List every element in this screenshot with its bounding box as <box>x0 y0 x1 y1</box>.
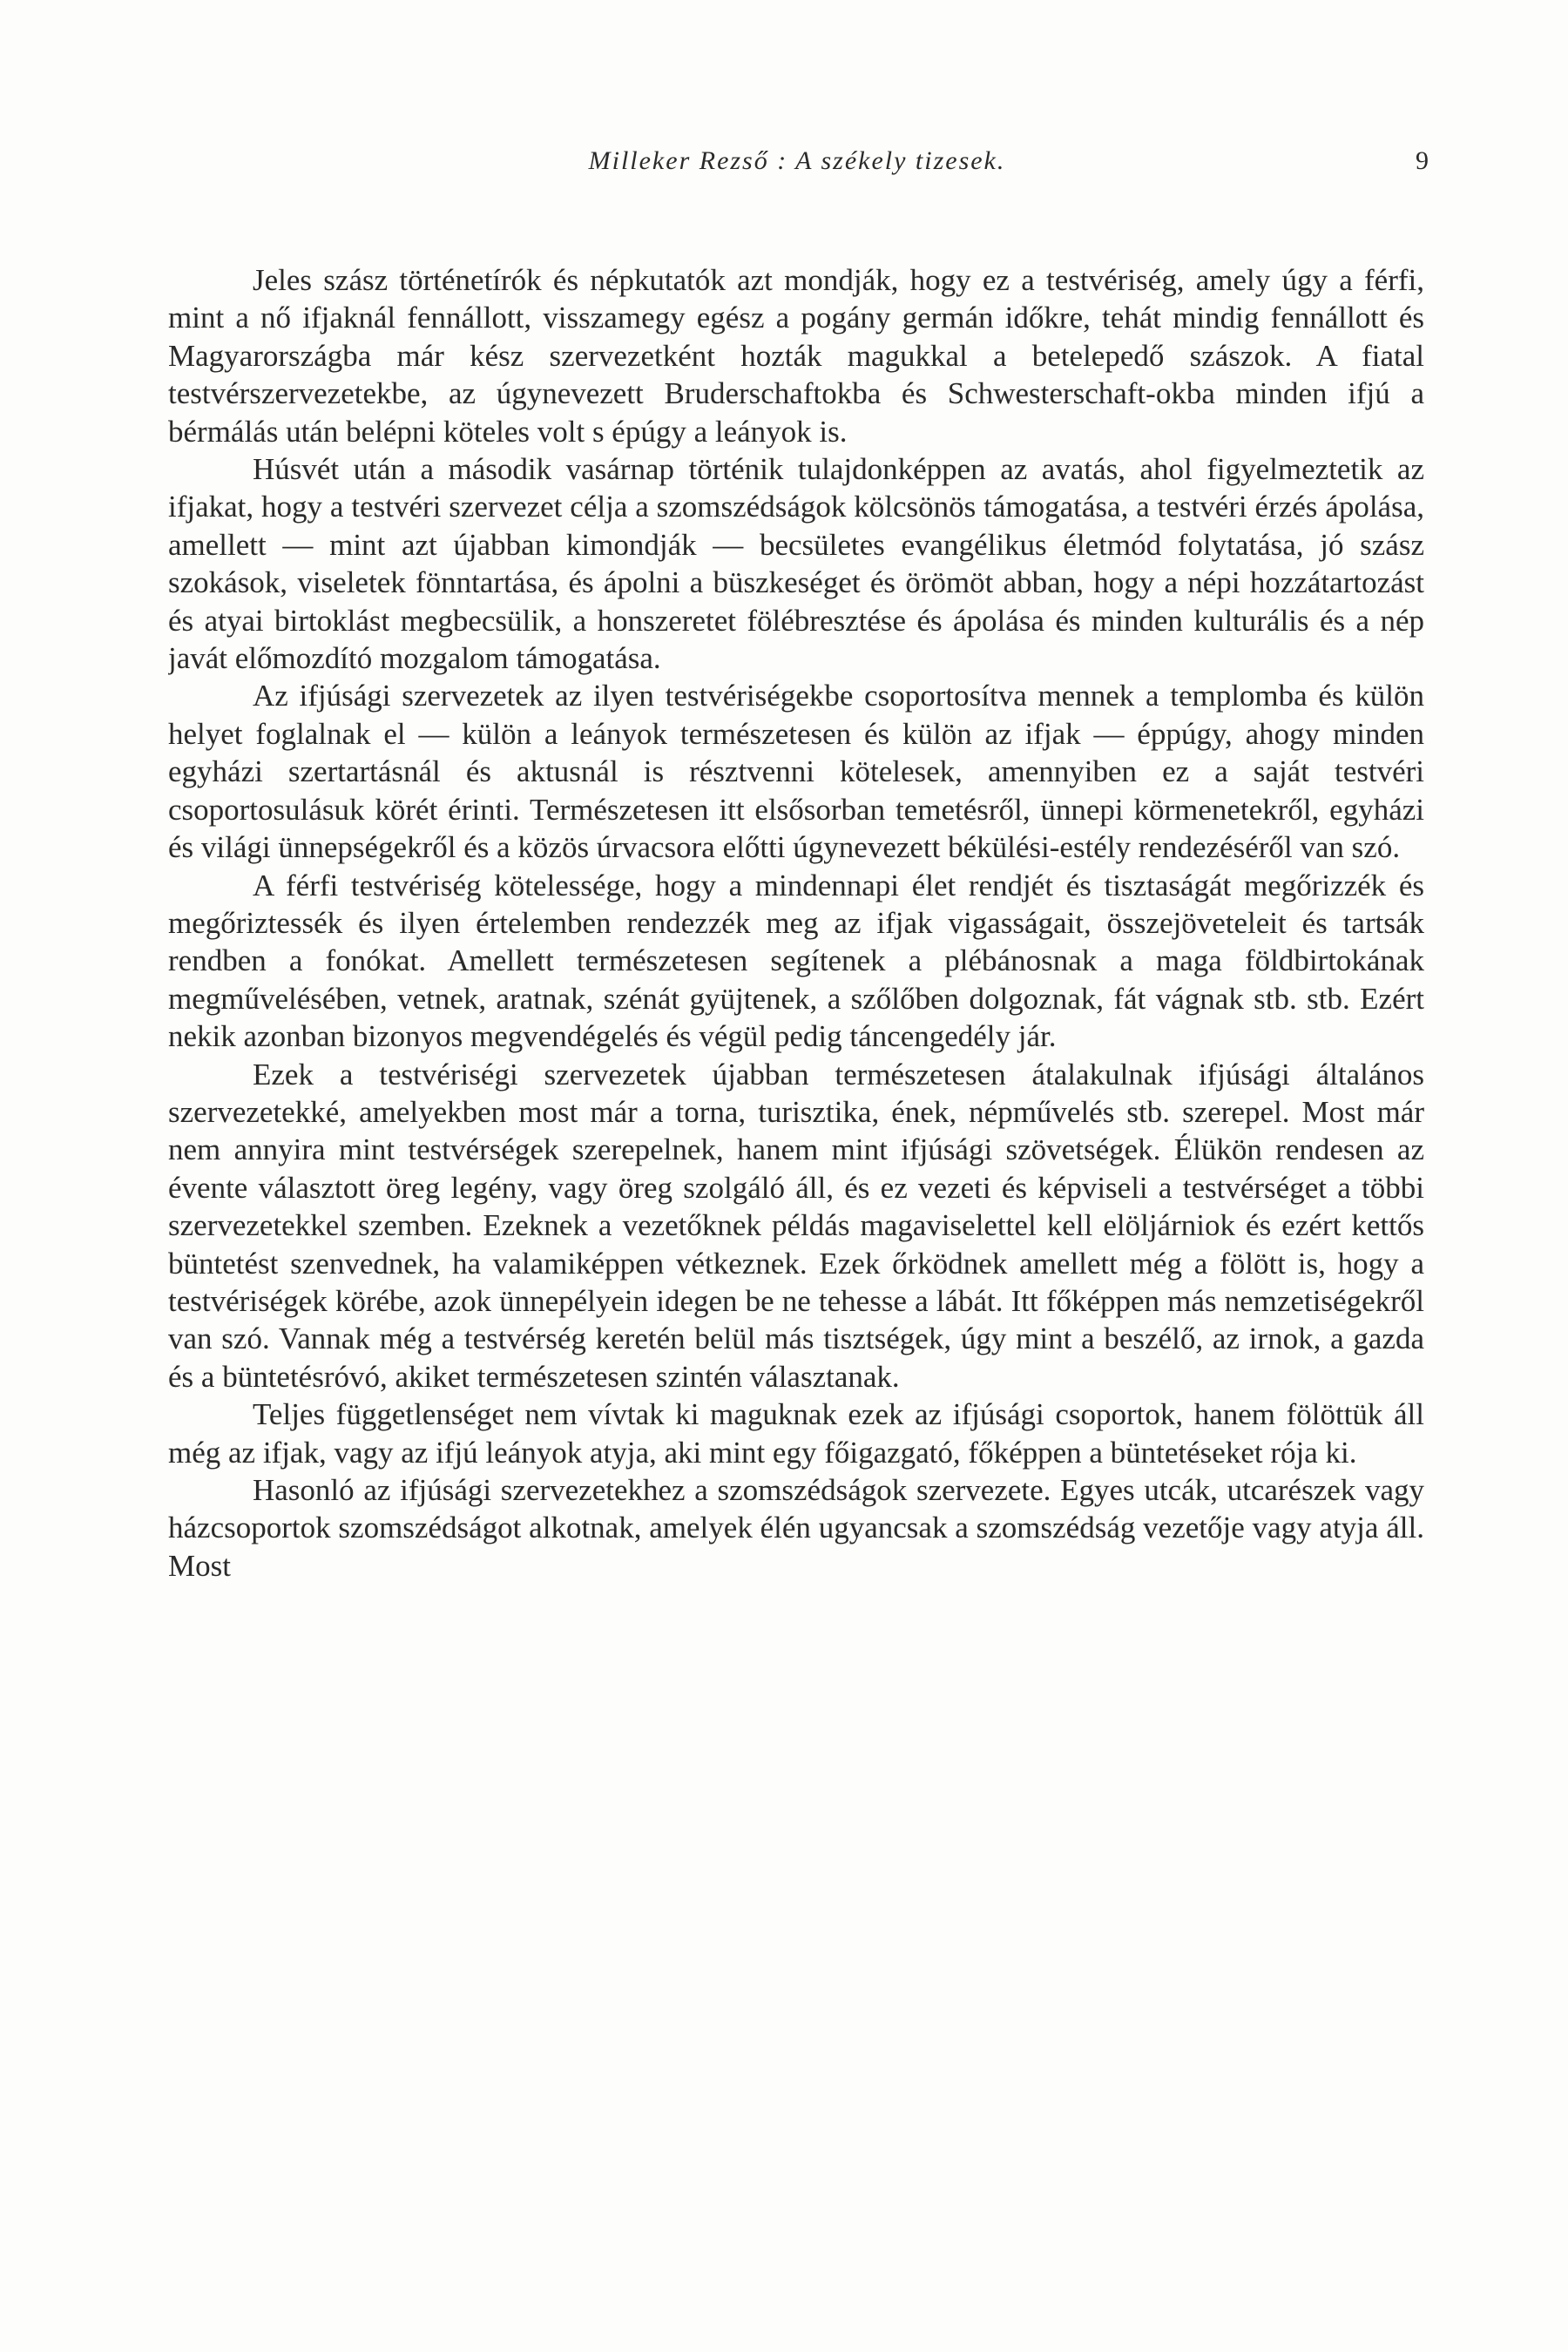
paragraph-1: Jeles szász történetírók és népkutatók azt mondják, hogy ez a testvériség, amely úgy a férfi, mint a nő ifjaknál fennállott, visszamegy egész a pogány germán időkre, tehát mindig fennállott és Magyarországba már kész szervezetként hozták magukkal a betelepedő szászok. A fiatal testvérszervezetekbe, az úgynevezett Bruderschaftokba és Schwesterschaft-okba minden ifjú a bérmálás után belépni köteles volt s épúgy a leányok is. <box>168 263 1424 449</box>
running-title: Milleker Rezső : A székely tizesek. <box>588 146 1006 175</box>
running-header <box>166 146 1429 181</box>
body-text <box>168 261 1424 2300</box>
paragraph-4: A férfi testvériség kötelessége, hogy a mindennapi élet rendjét és tisztaságát megőrizzék és megőriztessék és ilyen értelemben rendezzék meg az ifjak vigasságait, összejöveteleit és tartsák rendben a fonókat. Amellett természetesen segítenek a plébánosnak a maga földbirtokának megművelésében, vetnek, aratnak, szénát gyüjtenek, a szőlőben dolgoznak, fát vágnak stb. stb. Ezért nekik azonban bizonyos megvendégelés és végül pedig táncengedély jár. <box>168 868 1424 1054</box>
paragraph-2: Húsvét után a második vasárnap történik tulajdonképpen az avatás, ahol figyelmeztetik az ifjakat, hogy a testvéri szervezet célja a szomszédságok kölcsönös támogatása, a testvéri érzés ápolása, amellett — mint azt újabban kimondják — becsületes evangélikus életmód folytatása, jó szász szokások, viseletek fönntartása, és ápolni a büszkeséget és örömöt abban, hogy a népi hozzátartozást és atyai birtoklást megbecsülik, a honszeretet fölébresztése és ápolása és minden kulturális és a nép javát előmozdító mozgalom támogatása. <box>168 452 1424 676</box>
page-number: 9 <box>1416 146 1429 175</box>
paragraph-3: Az ifjúsági szervezetek az ilyen testvériségekbe csoportosítva mennek a templomba és külön helyet foglalnak el — külön a leányok természetesen és külön az ifjak — éppúgy, ahogy minden egyházi szertartásnál és aktusnál is résztvenni kötelesek, amennyiben ez a saját testvéri csoportosulásuk körét érinti. Természetesen itt elsősorban temetésről, ünnepi körmenetekről, egyházi és világi ünnepségekről és a közös úrvacsora előtti úgynevezett békülési-estély rendezéséről van szó. <box>168 679 1424 865</box>
paragraph-7: Hasonló az ifjúsági szervezetekhez a szomszédságok szervezete. Egyes utcák, utcarészek vagy házcsoportok szomszédságot alkotnak, amelyek élén ugyancsak a szomszédság vezetője vagy atyja áll. Most <box>168 1473 1424 1583</box>
paragraph-5: Ezek a testvériségi szervezetek újabban természetesen átalakulnak ifjúsági általános szervezetekké, amelyekben most már a torna, turisztika, ének, népművelés stb. szerepel. Most már nem annyira mint testvérségek szerepelnek, hanem mint ifjúsági szövetségek. Élükön rendesen az évente választott öreg legény, vagy öreg szolgáló áll, és ez vezeti és képviseli a testvérséget a többi szervezetekkel szemben. Ezeknek a vezetőknek példás magaviselettel kell elöljárniok és ezért kettős büntetést szenvednek, ha valamiképpen vétkeznek. Ezek őrködnek amellett még a fölött is, hogy a testvériségek körébe, azok ünnepélyein idegen be ne tehesse a lábát. Itt főképpen más nemzetiségekről van szó. Vannak még a testvérség keretén belül más tisztségek, úgy mint a beszélő, az irnok, a gazda és a büntetésróvó, akiket természetesen szintén választanak. <box>168 1057 1424 1394</box>
paragraph-6: Teljes függetlenséget nem vívtak ki maguknak ezek az ifjúsági csoportok, hanem fölöttük áll még az ifjak, vagy az ifjú leányok atyja, aki mint egy főigazgató, főképpen a büntetéseket rója ki. <box>168 1397 1424 1470</box>
